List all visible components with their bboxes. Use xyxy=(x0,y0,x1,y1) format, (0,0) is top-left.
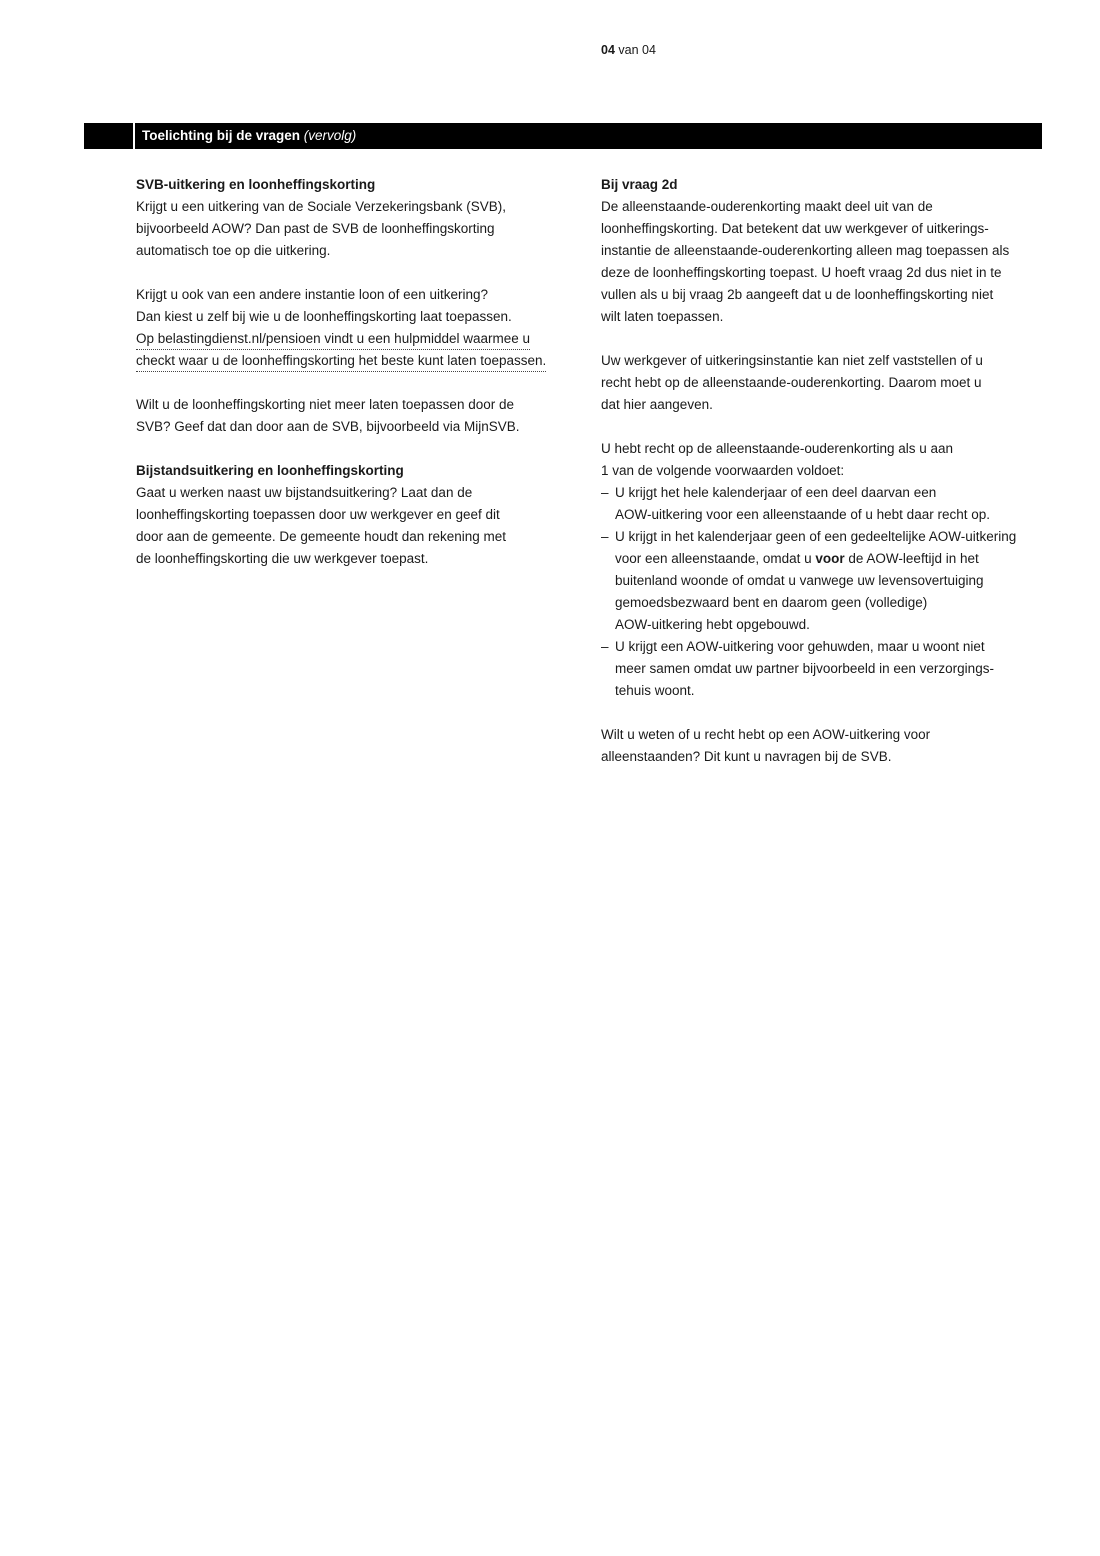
text-line: buitenland woonde of omdat u vanwege uw levensovertuiging xyxy=(615,573,984,588)
text-line: voor een alleenstaande, omdat u xyxy=(615,551,816,566)
text-line: U krijgt in het kalenderjaar geen of een gedeeltelijke AOW-uitkering xyxy=(615,529,1017,544)
text-line: Dan kiest u zelf bij wie u de loonheffingskorting laat toepassen. xyxy=(136,309,512,324)
pensioen-link-line-2[interactable]: checkt waar u de loonheffingskorting het beste kunt laten toepassen. xyxy=(136,351,546,372)
text-line: instantie de alleenstaande-ouderenkorting alleen mag toepassen als xyxy=(601,243,1010,258)
vraag-2d-heading: Bij vraag 2d xyxy=(601,177,678,192)
page-number-current: 04 xyxy=(601,43,615,57)
page-number xyxy=(0,43,1100,57)
text-line: Krijgt u een uitkering van de Sociale Verzekeringsbank (SVB), xyxy=(136,199,506,214)
text-line: Wilt u de loonheffingskorting niet meer laten toepassen door de xyxy=(136,397,514,412)
condition-item-2 xyxy=(601,526,1046,636)
svb-paragraph-1 xyxy=(136,196,576,262)
svb-paragraph-3 xyxy=(136,394,576,438)
text-line: SVB? Geef dat dan door aan de SVB, bijvoorbeeld via MijnSVB. xyxy=(136,419,520,434)
text-line: deze de loonheffingskorting toepast. U hoeft vraag 2d dus niet in te xyxy=(601,265,1002,280)
section-header-title xyxy=(142,123,356,149)
text-line: Wilt u weten of u recht hebt op een AOW-uitkering voor xyxy=(601,727,931,742)
text-line: recht hebt op de alleenstaande-ouderenkorting. Daarom moet u xyxy=(601,375,982,390)
text-line: automatisch toe op die uitkering. xyxy=(136,243,331,258)
section-title: Toelichting bij de vragen xyxy=(142,128,301,143)
svb-heading: SVB-uitkering en loonheffingskorting xyxy=(136,177,376,192)
text-line: loonheffingskorting. Dat betekent dat uw werkgever of uitkerings- xyxy=(601,221,989,236)
text-line: Krijgt u ook van een andere instantie loon of een uitkering? xyxy=(136,287,488,302)
condition-item-1 xyxy=(601,482,1046,526)
text-line: U krijgt een AOW-uitkering voor gehuwden, maar u woont niet xyxy=(615,639,985,654)
text-line: U krijgt het hele kalenderjaar of een deel daarvan een xyxy=(615,485,937,500)
bijstand-paragraph-1 xyxy=(136,482,576,570)
text-line: 1 van de volgende voorwaarden voldoet: xyxy=(601,463,845,478)
text-line: De alleenstaande-ouderenkorting maakt deel uit van de xyxy=(601,199,933,214)
page-number-total: 04 xyxy=(642,43,656,57)
vraag-2d-paragraph-1 xyxy=(601,196,1046,328)
right-column xyxy=(601,174,1046,768)
bijstand-heading: Bijstandsuitkering en loonheffingskorting xyxy=(136,463,404,478)
text-line: Uw werkgever of uitkeringsinstantie kan niet zelf vaststellen of u xyxy=(601,353,983,368)
text-line: vullen als u bij vraag 2b aangeeft dat u de loonheffingskorting niet xyxy=(601,287,994,302)
text-line: bijvoorbeeld AOW? Dan past de SVB de loonheffingskorting xyxy=(136,221,495,236)
text-line: wilt laten toepassen. xyxy=(601,309,724,324)
text-line: gemoedsbezwaard bent en daarom geen (volledige) xyxy=(615,595,928,610)
section-subtitle: (vervolg) xyxy=(303,128,357,143)
text-line: AOW-uitkering voor een alleenstaande of u hebt daar recht op. xyxy=(615,507,990,522)
section-header-divider xyxy=(133,123,135,149)
vraag-2d-paragraph-4 xyxy=(601,724,1046,768)
vraag-2d-paragraph-2 xyxy=(601,350,1046,416)
text-line: de AOW-leeftijd in het xyxy=(844,551,979,566)
text-line: dat hier aangeven. xyxy=(601,397,713,412)
text-line: door aan de gemeente. De gemeente houdt dan rekening met xyxy=(136,529,507,544)
vraag-2d-paragraph-3 xyxy=(601,438,1046,482)
text-line: meer samen omdat uw partner bijvoorbeeld in een verzorgings- xyxy=(615,661,994,676)
emphasis-voor: voor xyxy=(815,551,845,566)
pensioen-link-line-1[interactable]: Op belastingdienst.nl/pensioen vindt u een hulpmiddel waarmee u xyxy=(136,329,530,350)
condition-item-3 xyxy=(601,636,1046,702)
text-line: tehuis woont. xyxy=(615,683,695,698)
text-line: AOW-uitkering hebt opgebouwd. xyxy=(615,617,810,632)
left-column xyxy=(136,174,576,570)
page-number-separator: van xyxy=(614,43,643,57)
text-line: de loonheffingskorting die uw werkgever toepast. xyxy=(136,551,429,566)
text-line: Gaat u werken naast uw bijstandsuitkering? Laat dan de xyxy=(136,485,473,500)
text-line: U hebt recht op de alleenstaande-ouderenkorting als u aan xyxy=(601,441,953,456)
text-line: alleenstaanden? Dit kunt u navragen bij de SVB. xyxy=(601,749,892,764)
text-line: loonheffingskorting toepassen door uw werkgever en geef dit xyxy=(136,507,500,522)
svb-paragraph-2 xyxy=(136,284,576,372)
